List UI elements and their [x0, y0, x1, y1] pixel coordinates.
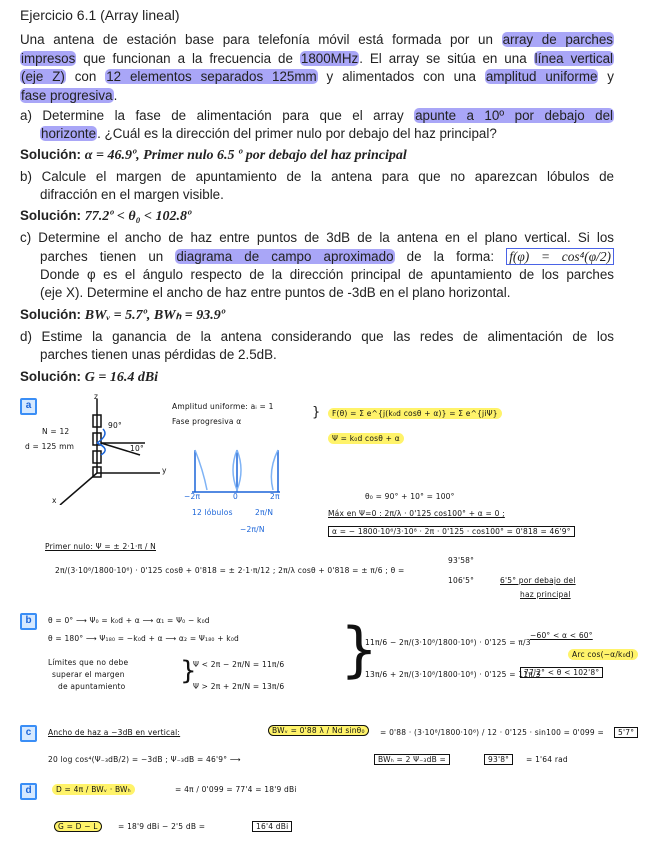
solution-c — [20, 306, 225, 326]
exercise-title: Ejercicio 6.1 (Array lineal) — [20, 7, 180, 23]
solution-label: Solución: — [20, 369, 81, 384]
theta0: θ₀ = 90° + 10° = 100° — [365, 492, 455, 501]
null-r2: 106'5° — [448, 576, 475, 585]
label-m2pi: −2π — [184, 492, 201, 501]
label-zero: 0 — [233, 492, 238, 501]
c-bwh — [374, 755, 450, 764]
formula-box: f(φ) = cos⁴(φ/2) — [506, 248, 614, 265]
solution-value: BWᵥ = 5.7º, BWₕ = 93.9º — [84, 308, 225, 323]
c-bwv-calc: = 0'88 · (3·10⁸/1800·10⁶) / 12 · 0'125 · sin100 = 0'099 = — [380, 728, 604, 737]
boxed-result: 77'2° < θ < 102'8° — [520, 667, 603, 678]
question-c-line-2 — [40, 248, 614, 267]
axis-z: z — [94, 392, 99, 401]
solution-d — [20, 368, 158, 388]
highlight: apunte a 10º por debajo del — [415, 108, 613, 123]
question-b-line-1: b) Calcule el margen de apuntamiento de la antena para que no aparezcan lóbulos de — [20, 169, 614, 184]
highlight: 12 elementos separados 125mm — [106, 69, 317, 84]
question-b-line-2: difracción en el margen visible. — [40, 187, 224, 202]
brace: } — [180, 656, 197, 686]
d-gain-result — [252, 822, 292, 831]
array-factor — [328, 409, 502, 418]
question-d-line-2: parches tienen unas pérdidas de 2.5dB. — [40, 347, 277, 362]
question-c-line-1: c) Determine el ancho de haz entre puntos de 3dB de la antena en el plano vertical. Si los — [20, 230, 614, 245]
b-line-2: θ = 180° ⟶ Ψ₁₈₀ = −k₀d + α ⟶ α₂ = Ψ₁₈₀ + k₀d — [48, 634, 240, 643]
highlight: amplitud uniforme — [485, 69, 598, 84]
note-phase: Fase progresiva α — [172, 417, 242, 426]
label-lobes: 12 lóbulos — [192, 508, 233, 517]
highlighted-formula: Ψ = k₀d cosθ + α — [328, 433, 404, 444]
section-d-tag: d — [20, 783, 37, 800]
intro-line-4 — [20, 87, 117, 106]
b-arccos — [568, 650, 638, 659]
b-eq-2: 13π/6 + 2π/(3·10⁸/1800·10⁶) · 0'125 = 11π/3 — [365, 670, 541, 679]
b-eq-1: 11π/6 − 2π/(3·10⁸/1800·10⁶) · 0'125 = π/3 — [365, 638, 531, 647]
c-bwh-rad: = 1'64 rad — [526, 755, 568, 764]
section-b-tag: b — [20, 613, 37, 630]
solution-a — [20, 146, 407, 166]
highlighted-formula: G = D − L — [54, 821, 102, 832]
b-result — [520, 668, 603, 677]
highlighted-formula: Arc cos(−α/k₀d) — [568, 649, 638, 660]
d-directivity-calc: = 4π / 0'099 = 77'4 = 18'9 dBi — [175, 785, 297, 794]
highlight: 1800MHz — [300, 50, 359, 66]
solution-label: Solución: — [20, 307, 81, 322]
text: . El array se sitúa en una — [359, 50, 534, 66]
c-bwv-result — [614, 728, 638, 737]
c-line-1: Ancho de haz a −3dB en vertical: — [48, 728, 181, 737]
d-directivity — [52, 785, 135, 794]
question-c-line-3: Donde φ es el ángulo respecto de la dirección principal de apuntamiento de los parches — [40, 267, 614, 282]
null-r1: 93'58° — [448, 556, 475, 565]
b-range: −60° < α < 60° — [530, 631, 593, 640]
boxed-formula: BWₕ = 2 Ψ₋₃dB = — [374, 754, 450, 765]
d-gain-calc: = 18'9 dBi − 2'5 dB = — [118, 822, 206, 831]
solution-b — [20, 207, 191, 227]
text: y — [598, 69, 615, 84]
highlight: diagrama de campo aproximado — [176, 248, 394, 264]
note-90: 90° — [108, 421, 122, 430]
b-line-1: θ = 0° ⟶ Ψ₀ = k₀d + α ⟶ α₁ = Ψ₀ − k₀d — [48, 616, 210, 625]
axis-x: x — [52, 496, 57, 505]
solution-value: G = 16.4 dBi — [84, 370, 159, 385]
note-d: d = 125 mm — [25, 442, 75, 451]
section-a-tag: a — [20, 398, 37, 415]
b-limits-1: Límites que no debe — [48, 658, 129, 667]
boxed-result: 5'7° — [614, 727, 638, 738]
label-m2pi-n: −2π/N — [240, 525, 265, 534]
boxed-result: 16'4 dBi — [252, 821, 292, 832]
boxed-result: α = − 1800·10⁶/3·10⁸ · 2π · 0'125 · cos100° = 0'818 = 46'9° — [328, 526, 575, 537]
intro-line-1 — [20, 31, 614, 50]
question-c-line-4: (eje X). Determine el ancho de haz entre puntos de -3dB en el plano horizontal. — [40, 285, 511, 300]
highlighted-formula: D = 4π / BWᵥ · BWₕ — [52, 784, 135, 795]
b-cond-1: Ψ < 2π − 2π/N = 11π/6 — [193, 660, 285, 669]
note-10: 10° — [130, 444, 144, 453]
axes-diagram — [40, 395, 320, 505]
highlight: impresos — [21, 50, 76, 66]
alpha-result — [328, 527, 575, 536]
c-bwv — [268, 726, 369, 735]
highlight: (eje Z) — [21, 69, 65, 84]
psi-def — [328, 434, 404, 443]
label-2pi: 2π — [270, 492, 280, 501]
text: y alimentados con una — [317, 69, 485, 84]
highlight: array de parches — [502, 32, 613, 47]
solution-label: Solución: — [20, 208, 81, 223]
highlighted-formula: BWᵥ = 0'88 λ / Nd sinθ₀ — [268, 725, 369, 736]
text: . ¿Cuál es la dirección del primer nulo por debajo del haz principal? — [97, 126, 497, 141]
highlight: fase progresiva — [21, 87, 113, 103]
solution-label: Solución: — [20, 147, 81, 162]
highlight: horizonte — [41, 126, 97, 141]
text: a) Determine la fase de alimentación para que el array — [20, 108, 415, 123]
null-result-2: haz principal — [520, 590, 571, 599]
c-bwh-result — [484, 755, 513, 764]
b-limits-3: de apuntamiento — [58, 682, 126, 691]
solution-value: α = 46.9º, Primer nulo 6.5 º por debajo del haz principal — [84, 148, 407, 163]
note-amplitude: Amplitud uniforme: aᵢ = 1 — [172, 402, 274, 411]
text: parches tienen un — [40, 248, 176, 264]
boxed-result: 93'8° — [484, 754, 513, 765]
question-d-line-1: d) Estime la ganancia de la antena considerando que las redes de alimentación de los — [20, 329, 614, 344]
intro-line-3 — [20, 68, 614, 87]
note-n: N = 12 — [42, 427, 70, 436]
axis-y: y — [162, 466, 167, 475]
text: de la forma: — [394, 248, 507, 264]
text: que funcionan a la frecuencia de — [76, 50, 300, 66]
question-a-line-1 — [20, 107, 614, 126]
highlight: línea vertical — [534, 50, 613, 66]
label-2pi-n: 2π/N — [255, 508, 274, 517]
section-c-tag: c — [20, 725, 37, 742]
d-gain — [54, 822, 102, 831]
brace: } — [340, 615, 379, 685]
text: con — [65, 69, 106, 84]
null-result: 6'5° por debajo del — [500, 576, 576, 585]
first-null: Primer nulo: Ψ = ± 2·1·π / N — [45, 542, 156, 551]
b-cond-2: Ψ > 2π + 2π/N = 13π/6 — [193, 682, 285, 691]
brace: } — [312, 405, 321, 420]
max-condition: Máx en Ψ=0 : 2π/λ · 0'125 cos100° + α = 0 ; — [328, 509, 505, 518]
c-line-2: 20 log cos⁴(Ψ₋₃dB/2) = −3dB ; Ψ₋₃dB = 46'9° ⟶ — [48, 755, 241, 764]
b-limits-2: superar el margen — [52, 670, 125, 679]
solution-value: 77.2º < θ₀ < 102.8º — [84, 209, 192, 224]
highlighted-formula: F(θ) = Σ e^{j(k₀d cosθ + α)} = Σ e^{jiΨ} — [328, 408, 502, 419]
text: . — [113, 87, 118, 103]
intro-line-2 — [20, 50, 614, 69]
question-a-line-2 — [40, 125, 497, 144]
null-equation: 2π/(3·10⁸/1800·10⁶) · 0'125 cosθ + 0'818 = ± 2·1·π/12 ; 2π/λ cosθ + 0'818 = ± π/6 ; θ = — [55, 566, 405, 575]
text: Una antena de estación base para telefonía móvil está formada por un — [20, 32, 502, 47]
